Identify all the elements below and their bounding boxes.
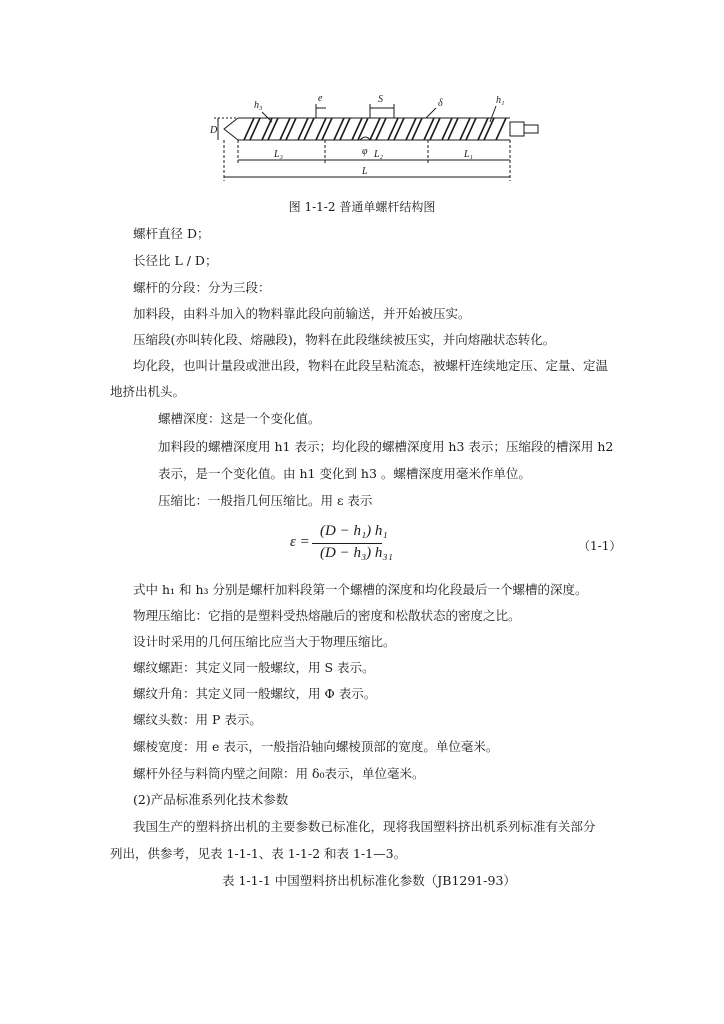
label-l2: L₂ [374, 149, 384, 160]
label-h3: h₃ [254, 100, 263, 111]
label-l1: L₁ [464, 149, 474, 160]
label-h1: h₁ [496, 95, 505, 106]
text-line: 螺纹螺距：其定义同一般螺纹，用 S 表示。 [133, 660, 375, 675]
text-line: 表示，是一个变化值。由 h1 变化到 h3 。螺槽深度用毫米作单位。 [158, 466, 531, 481]
screw-structure-figure [210, 86, 550, 186]
text-line: 螺纹升角：其定义同一般螺纹，用 Φ 表示。 [133, 686, 377, 701]
screw-drawing [210, 86, 550, 186]
text-line: 压缩段(亦叫转化段、熔融段)，物料在此段继续被压实，并向熔融状态转化。 [133, 332, 556, 347]
label-d: D [210, 125, 218, 136]
label-l: L [362, 166, 368, 177]
text-line: 地挤出机头。 [110, 384, 186, 399]
text-line: 长径比 L / D； [133, 253, 218, 268]
label-delta: δ [438, 98, 443, 109]
label-s: S [378, 94, 383, 105]
section-heading: (2)产品标准系列化技术参数 [133, 792, 289, 807]
text-line: 均化段，也叫计量段或泄出段，物料在此段呈粘流态，被螺杆连续地定压、定量、定温 [133, 358, 609, 373]
text-line: 螺槽深度：这是一个变化值。 [158, 411, 321, 426]
figure-caption: 图 1-1-2 普通单螺杆结构图 [288, 200, 436, 214]
text-line: 螺棱宽度：用 e 表示，一般指沿轴向螺棱顶部的宽度。单位毫米。 [133, 739, 499, 754]
table-caption: 表 1-1-1 中国塑料挤出机标准化参数（JB1291-93） [222, 873, 516, 888]
text-line: 式中 h₁ 和 h₃ 分别是螺杆加料段第一个螺槽的深度和均化段最后一个螺槽的深度。 [133, 582, 588, 597]
text-line: 我国生产的塑料挤出机的主要参数已标准化，现将我国塑料挤出机系列标准有关部分 [133, 819, 596, 834]
label-phi: φ [362, 146, 368, 157]
formula-lhs: ε = [290, 534, 310, 550]
text-line: 螺杆的分段：分为三段： [133, 280, 271, 295]
text-line: 加料段的螺槽深度用 h1 表示；均化段的螺槽深度用 h3 表示；压缩段的槽深用 h2 [158, 439, 614, 454]
text-line: 螺杆外径与料筒内壁之间隙：用 δ₀表示，单位毫米。 [133, 766, 425, 781]
text-line: 螺纹头数：用 P 表示。 [133, 712, 262, 727]
text-line: 设计时采用的几何压缩比应当大于物理压缩比。 [133, 634, 396, 649]
formula-denominator: (D − h₃) h₃₁ [320, 545, 393, 561]
label-l3: L₃ [274, 149, 284, 160]
text-line: 物理压缩比：它指的是塑料受热熔融后的密度和松散状态的密度之比。 [133, 608, 521, 623]
fraction-bar [312, 543, 382, 544]
equation-number: （1-1） [578, 539, 622, 553]
compression-ratio-formula [290, 523, 410, 563]
text-line: 压缩比：一般指几何压缩比。用 ε 表示 [158, 493, 373, 508]
text-line: 列出，供参考，见表 1-1-1、表 1-1-2 和表 1-1—3。 [110, 846, 407, 861]
text-line: 螺杆直径 D； [133, 226, 210, 241]
formula-numerator: (D − h₁) h₁ [320, 523, 388, 539]
label-e: e [318, 93, 323, 104]
text-line: 加料段，由料斗加入的物料靠此段向前输送，并开始被压实。 [133, 306, 471, 321]
